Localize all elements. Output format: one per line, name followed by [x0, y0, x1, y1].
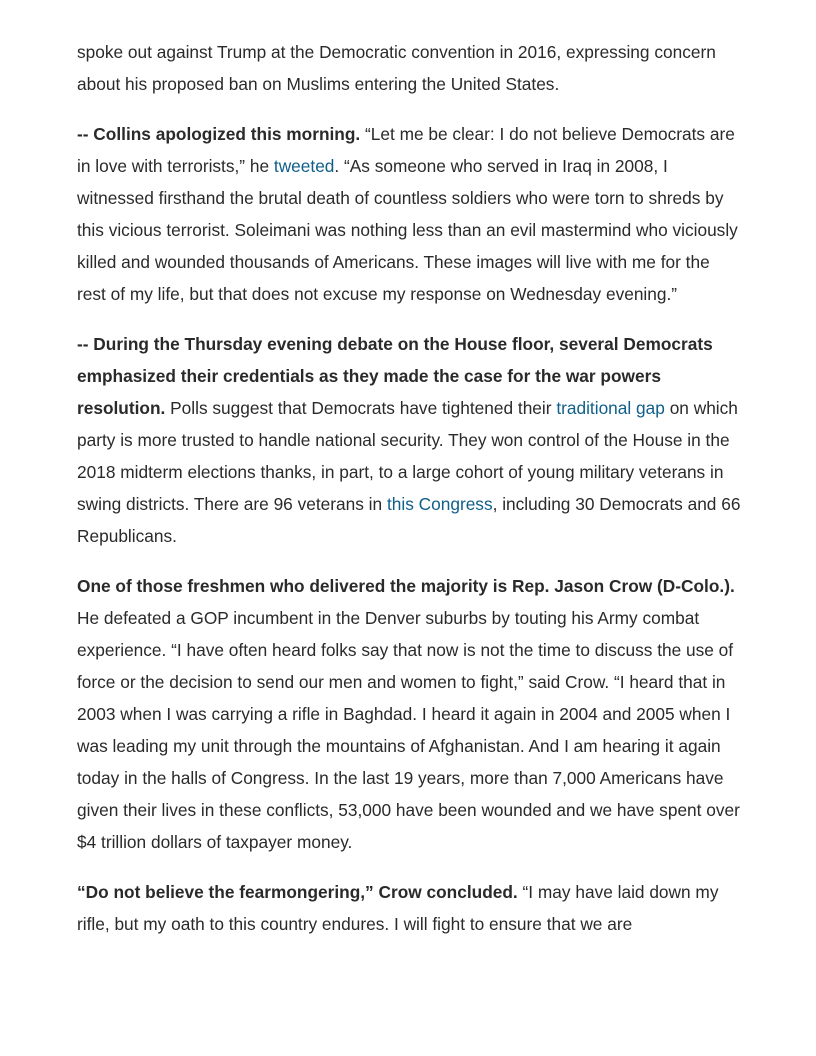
paragraph-text: , including 30 Democrats and 66 Republicans.	[77, 494, 741, 546]
paragraph-jason-crow	[77, 570, 743, 858]
paragraph-lead: “Do not believe the fearmongering,” Crow concluded.	[77, 882, 518, 902]
paragraph-text: Polls suggest that Democrats have tightened their	[165, 398, 557, 418]
this-congress-link[interactable]: this Congress	[386, 494, 493, 514]
tweeted-link[interactable]: tweeted	[273, 156, 335, 176]
traditional-gap-link[interactable]: traditional gap	[556, 398, 665, 418]
paragraph-lead: -- Collins apologized this morning.	[77, 124, 361, 144]
paragraph-text: . “As someone who served in Iraq in 2008, I witnessed firsthand the brutal death of countless soldiers who were torn to shreds by this vicious terrorist. Soleimani was nothing less than an evil mastermind who viciously killed and wounded thousands of Americans. These images will live with me for the rest of my life, but that does not excuse my response on Wednesday evening.”	[77, 156, 738, 304]
paragraph-text: He defeated a GOP incumbent in the Denver suburbs by touting his Army combat experience. “I have often heard folks say that now is not the time to discuss the use of force or the decision to send our men and women to fight,” said Crow. “I heard that in 2003 when I was carrying a rifle in Baghdad. I heard it again in 2004 and 2005 when I was leading my unit through the mountains of Afghanistan. And I am hearing it again today in the halls of Congress. In the last 19 years, more than 7,000 Americans have given their lives in these conflicts, 53,000 have been wounded and we have spent over $4 trillion dollars of taxpayer money.	[77, 608, 740, 852]
paragraph-lead: -- During the Thursday evening debate on the House floor, several Democrats emphasized their credentials as they made the case for the war powers resolution.	[77, 334, 713, 418]
paragraph-house-debate	[77, 328, 743, 552]
paragraph-text: spoke out against Trump at the Democratic convention in 2016, expressing concern about his proposed ban on Muslims entering the United States.	[77, 42, 716, 94]
paragraph-text: “I may have laid down my rifle, but my oath to this country endures. I will fight to ensure that we are	[77, 882, 719, 934]
paragraph-1	[77, 36, 743, 100]
paragraph-collins-apology	[77, 118, 743, 310]
paragraph-text: on which party is more trusted to handle national security. They won control of the House in the 2018 midterm elections thanks, in part, to a large cohort of young military veterans in swing districts. There are 96 veterans in	[77, 398, 738, 514]
paragraph-lead: One of those freshmen who delivered the majority is Rep. Jason Crow (D-Colo.).	[77, 576, 735, 596]
article-body	[77, 36, 743, 958]
paragraph-text: “Let me be clear: I do not believe Democrats are in love with terrorists,” he	[77, 124, 735, 176]
paragraph-crow-concluded	[77, 876, 743, 940]
